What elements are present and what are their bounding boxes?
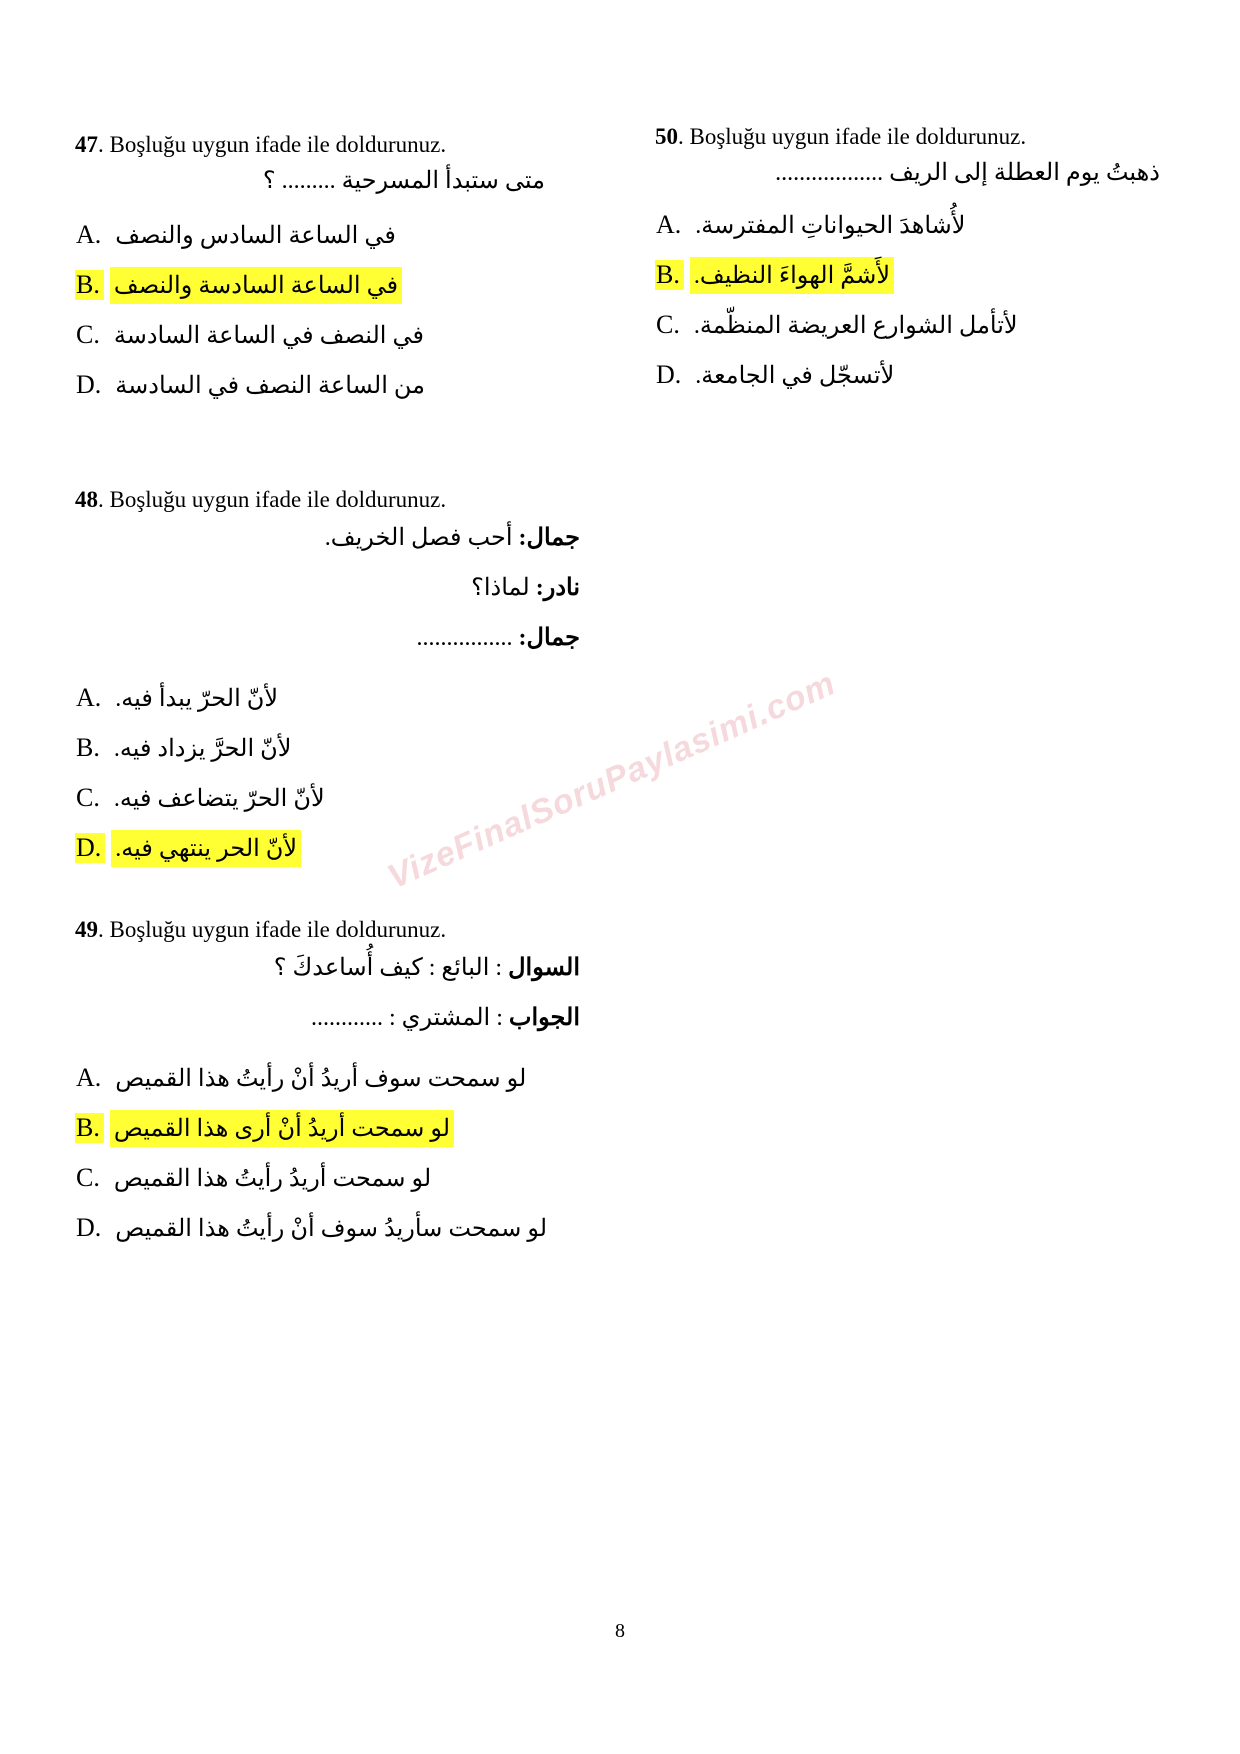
option-letter: C. <box>76 783 100 812</box>
option-47-c[interactable] <box>75 310 585 360</box>
option-letter: D. <box>76 370 102 399</box>
speaker-name: جمال: <box>518 525 580 551</box>
option-letter: D. <box>656 360 682 389</box>
option-50-d[interactable] <box>655 350 1175 400</box>
speaker-line: لماذا؟ <box>471 575 536 601</box>
option-text: لو سمحت أريدُ أنْ أرى هذا القميص <box>110 1110 454 1147</box>
option-text: لو سمحت سأريدُ سوف أنْ رأيتُ هذا القميص <box>115 1215 548 1242</box>
option-text: لأنّ الحرّ يبدأ فيه. <box>115 685 279 712</box>
option-49-d[interactable] <box>75 1203 585 1253</box>
option-49-b[interactable] <box>75 1103 585 1153</box>
option-47-a[interactable] <box>75 210 585 260</box>
speaker-name: نادر: <box>535 575 580 601</box>
speaker-line: : البائع : كيف أُساعدكَ ؟ <box>273 955 509 981</box>
speaker-name: الجواب <box>508 1005 580 1031</box>
option-text: لأُشاهدَ الحيواناتِ المفترسة. <box>695 212 966 239</box>
option-letter: D. <box>75 833 105 863</box>
question-instruction: . Boşluğu uygun ifade ile doldurunuz. <box>98 917 447 942</box>
question-instruction: . Boşluğu uygun ifade ile doldurunuz. <box>678 124 1027 149</box>
dialogue-line <box>75 1001 580 1041</box>
speaker-line: ................ <box>416 625 519 651</box>
option-letter: C. <box>76 320 100 349</box>
option-47-b[interactable] <box>75 260 585 310</box>
option-text: لأنّ الحرّ يتضاعف فيه. <box>113 785 325 812</box>
watermark: VizeFinalSoruPaylasimi.com <box>382 664 842 897</box>
question-50-header <box>655 122 1175 152</box>
speaker-line: أحب فصل الخريف. <box>324 525 519 551</box>
option-text: لأتأمل الشوارع العريضة المنظّمة. <box>693 312 1018 339</box>
question-47-prompt: متى ستبدأ المسرحية ......... ؟ <box>262 168 545 194</box>
speaker-name: جمال: <box>518 625 580 651</box>
speaker-name: السوال <box>508 955 580 981</box>
option-text: لأتسجّل في الجامعة. <box>695 362 895 389</box>
question-number: 48 <box>75 487 98 512</box>
option-text: في الساعة السادسة والنصف <box>110 267 402 304</box>
option-letter: B. <box>75 270 104 300</box>
option-letter: A. <box>76 683 102 712</box>
option-49-c[interactable] <box>75 1153 585 1203</box>
speaker-line: : المشتري : ............ <box>310 1005 509 1031</box>
option-letter: A. <box>76 1063 102 1092</box>
option-text: لأَشمَّ الهواءَ النظيف. <box>690 257 894 294</box>
option-letter: D. <box>76 1213 102 1242</box>
question-49 <box>75 915 585 1253</box>
question-48-header <box>75 485 585 515</box>
question-number: 47 <box>75 132 98 157</box>
option-text: لأنّ الحرَّ يزداد فيه. <box>113 735 292 762</box>
option-text: من الساعة النصف في السادسة <box>115 372 426 399</box>
option-47-d[interactable] <box>75 360 585 410</box>
dialogue-line <box>75 951 580 1001</box>
dialogue-line <box>75 521 580 571</box>
option-letter: B. <box>75 1113 104 1143</box>
question-number: 49 <box>75 917 98 942</box>
question-number: 50 <box>655 124 678 149</box>
question-47-header <box>75 130 585 160</box>
option-letter: C. <box>656 310 680 339</box>
option-50-a[interactable] <box>655 200 1175 250</box>
dialogue-line <box>75 621 580 661</box>
question-47 <box>75 130 585 410</box>
option-letter: C. <box>76 1163 100 1192</box>
question-49-header <box>75 915 585 945</box>
option-letter: A. <box>76 220 102 249</box>
option-letter: B. <box>655 260 684 290</box>
page-number: 8 <box>615 1620 625 1642</box>
question-instruction: . Boşluğu uygun ifade ile doldurunuz. <box>98 487 447 512</box>
option-letter: B. <box>76 733 100 762</box>
option-text: في الساعة السادس والنصف <box>115 222 396 249</box>
option-text: في النصف في الساعة السادسة <box>113 322 424 349</box>
question-50 <box>655 122 1175 400</box>
option-letter: A. <box>656 210 682 239</box>
option-text: لو سمحت أريدُ رأيتُ هذا القميص <box>113 1165 432 1192</box>
option-49-a[interactable] <box>75 1053 585 1103</box>
option-48-b[interactable] <box>75 723 585 773</box>
option-50-b[interactable] <box>655 250 1175 300</box>
question-instruction: . Boşluğu uygun ifade ile doldurunuz. <box>98 132 447 157</box>
option-text: لو سمحت سوف أريدُ أنْ رأيتُ هذا القميص <box>115 1065 527 1092</box>
dialogue-line <box>75 571 580 621</box>
option-50-c[interactable] <box>655 300 1175 350</box>
question-50-prompt: ذهبتُ يوم العطلة إلى الريف .................. <box>775 160 1160 186</box>
option-text: لأنّ الحر ينتهي فيه. <box>111 830 301 867</box>
option-48-a[interactable] <box>75 673 585 723</box>
